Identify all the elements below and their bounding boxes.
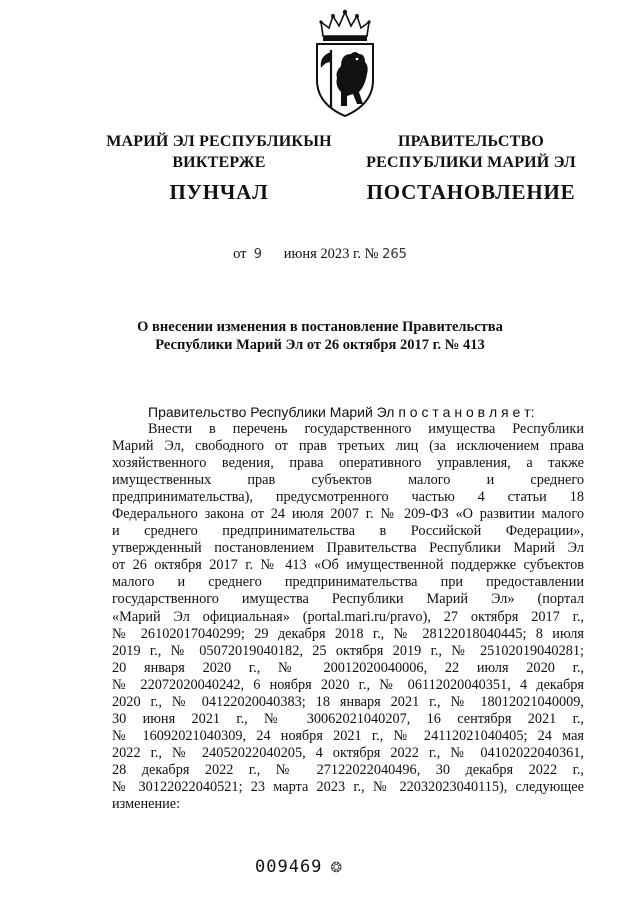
body-line: 30 июня 2021 г., № 30062021040207, 16 сентября 2021 г.,	[112, 710, 584, 727]
body-line: «Марий Эл официальная» (portal.mari.ru/pravo), 27 октября 2017 г.,	[112, 608, 584, 625]
header-left	[96, 131, 342, 205]
coat-of-arms-icon	[311, 8, 379, 120]
stamp-mark-icon: ❂	[330, 860, 344, 876]
title-line1: О внесении изменения в постановление Правительства	[137, 319, 503, 335]
body-line: № 30122022040521; 23 марта 2023 г., № 22032023040115), следующее	[112, 778, 584, 795]
body-line: имущественных прав субъектов малого и среднего	[112, 472, 584, 489]
body-line: малого и среднего предпринимательства при предоставлении	[112, 574, 584, 591]
body-line: 2022 г., № 24052022040205, 4 октября 2022 г., № 04102022040361,	[112, 744, 584, 761]
body-line: 2020 г., № 04122020040383; 18 января 2021 г., № 18012021040009,	[112, 693, 584, 710]
document-number: 265	[382, 247, 407, 262]
body-line: 28 декабря 2022 г., № 27122022040496, 30 декабря 2022 г.,	[112, 761, 584, 778]
body-line: предпринимательства), предусмотренного частью 4 статьи 18	[112, 489, 584, 506]
body-line: государственного имущества Республики Марий Эл» (портал	[112, 591, 584, 608]
header-right-line2: РЕСПУБЛИКИ МАРИЙ ЭЛ	[366, 154, 576, 171]
body-line: Марий Эл, свободного от прав третьих лиц (за исключением права	[112, 438, 584, 455]
header-left-doc-type: ПУНЧАЛ	[169, 180, 269, 204]
date-month-year: июня 2023 г. №	[283, 246, 379, 262]
serial-value: 009469	[255, 857, 323, 877]
body-line: Внести в перечень государственного имущества Республики	[148, 421, 584, 437]
serial-number	[255, 857, 343, 877]
title-line2: Республики Марий Эл от 26 октября 2017 г. № 413	[155, 337, 485, 353]
body-line: Федерального закона от 24 июля 2007 г. № 209-ФЗ «О развитии малого	[112, 506, 584, 523]
date-prefix: от	[233, 246, 247, 262]
header-right-line1: ПРАВИТЕЛЬСТВО	[397, 133, 545, 150]
header-left-line2: ВИКТЕРЖЕ	[172, 154, 266, 171]
body-line: от 26 октября 2017 г. № 413 «Об имущественной поддержке субъектов	[112, 557, 584, 574]
header-right-doc-type: ПОСТАНОВЛЕНИЕ	[366, 180, 576, 204]
body-line: и среднего предпринимательства в Российской Федерации»,	[112, 523, 584, 540]
document-title	[80, 318, 560, 354]
header-left-line1: МАРИЙ ЭЛ РЕСПУБЛИКЫН	[106, 133, 332, 150]
body-line: 2019 г., № 05072019040182, 25 октября 2019 г., № 25102019040281;	[112, 642, 584, 659]
body-line: № 22072020040242, 6 ноября 2020 г., № 06112020040351, 4 декабря	[112, 676, 584, 693]
date-line	[0, 246, 640, 263]
body-line: 20 января 2020 г., № 20012020040006, 22 июля 2020 г.,	[112, 659, 584, 676]
date-day: 9	[253, 247, 263, 262]
body-line: № 26102017040299; 29 декабря 2018 г., № 28122018040445; 8 июля	[112, 625, 584, 642]
body-line: изменение:	[112, 796, 181, 813]
header-right	[358, 131, 584, 205]
body-line: утвержденный постановлением Правительства Республики Марий Эл	[112, 540, 584, 557]
body-paragraph	[112, 421, 584, 813]
body-line: хозяйственного ведения, права оперативного управления, а также	[112, 455, 584, 472]
intro-paragraph: Правительство Республики Марий Эл п о с т а н о в л я е т:	[148, 404, 535, 420]
body-line: № 16092021040309, 24 ноября 2021 г., № 24112021040405; 24 мая	[112, 727, 584, 744]
